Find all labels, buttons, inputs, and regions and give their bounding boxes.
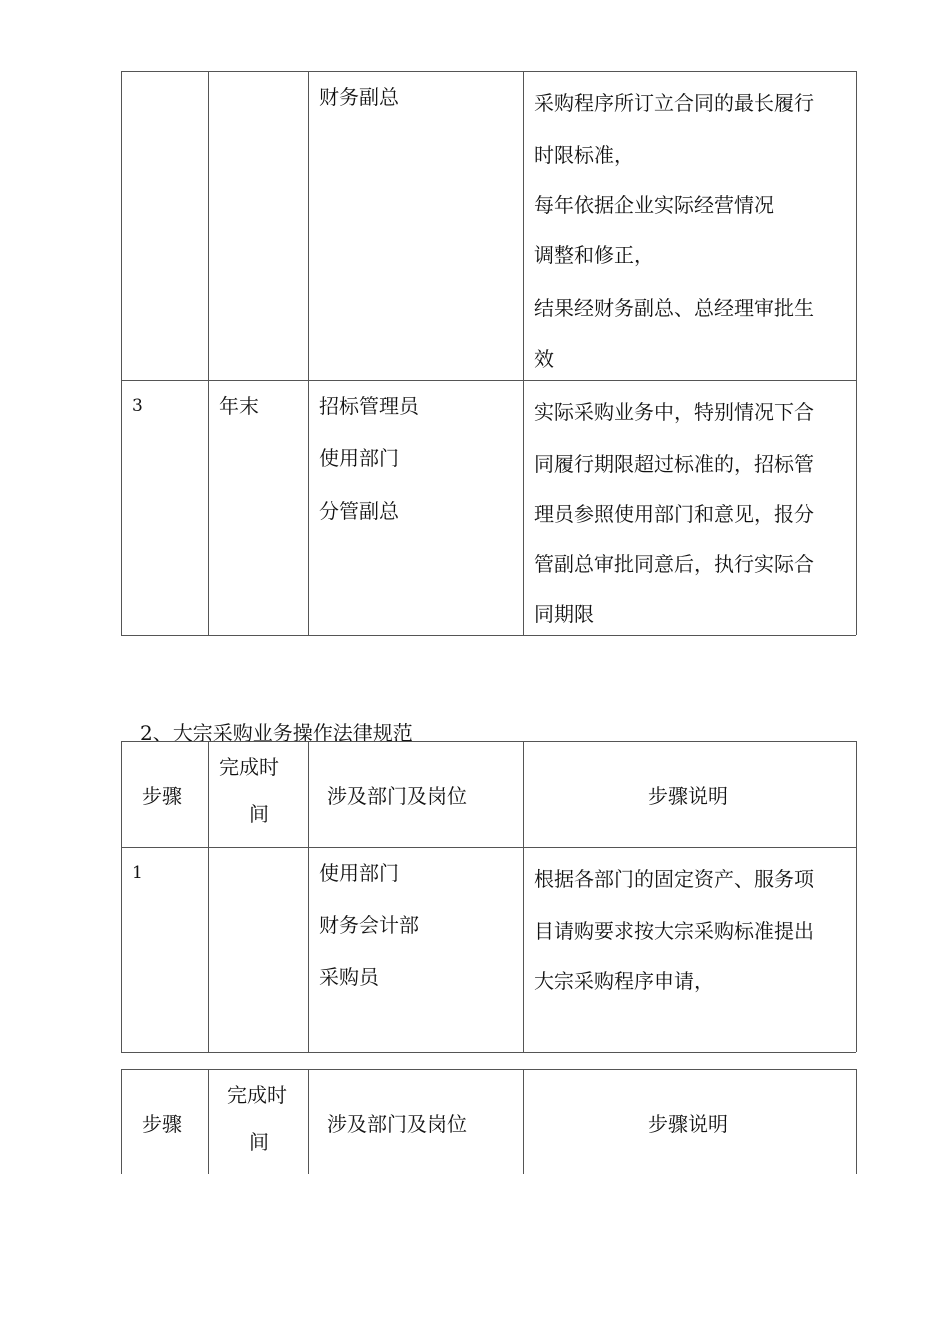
table-row-3	[121, 380, 857, 635]
time-cell	[209, 380, 309, 635]
position-cell	[309, 847, 524, 1052]
position-text: 财务副总	[319, 85, 399, 109]
table-header-row	[121, 1069, 857, 1174]
table-row-1	[121, 847, 857, 1052]
position-text: 分管副总	[319, 499, 399, 523]
description-cell	[524, 71, 857, 380]
description-line: 结果经财务副总、总经理审批生	[534, 296, 814, 320]
position-text: 使用部门	[319, 861, 399, 885]
header-dept	[309, 1069, 524, 1174]
description-line: 时限标准，	[534, 143, 634, 167]
header-step	[122, 741, 209, 847]
position-cell	[309, 380, 524, 635]
description-line: 根据各部门的固定资产、服务项	[534, 867, 814, 891]
header-time	[209, 741, 309, 847]
table-border-bottom	[121, 1052, 856, 1053]
description-line: 每年依据企业实际经营情况	[534, 193, 774, 217]
header-step-text: 步骤	[142, 784, 182, 808]
description-line: 调整和修正，	[534, 243, 654, 267]
header-time-text: 完成时	[227, 1083, 287, 1107]
table-border-bottom	[121, 635, 856, 636]
header-time-text: 完成时	[219, 755, 279, 779]
description-line: 效	[534, 347, 554, 371]
description-line: 同履行期限超过标准的，招标管	[534, 452, 814, 476]
header-desc	[524, 741, 857, 847]
position-text: 采购员	[319, 965, 379, 989]
time-cell	[209, 847, 309, 1052]
description-line: 实际采购业务中，特别情况下合	[534, 400, 814, 424]
description-line: 采购程序所订立合同的最长履行	[534, 91, 814, 115]
header-step	[122, 1069, 209, 1174]
position-cell	[309, 71, 524, 380]
header-time-text: 间	[249, 802, 269, 826]
step-cell	[122, 71, 209, 380]
header-desc-text: 步骤说明	[648, 1112, 728, 1136]
table-row-continued	[121, 71, 857, 380]
section-heading: 2、大宗采购业务操作法律规范	[140, 721, 413, 745]
header-step-text: 步骤	[142, 1112, 182, 1136]
description-cell	[524, 380, 857, 635]
position-text: 使用部门	[319, 446, 399, 470]
header-time-text: 间	[249, 1130, 269, 1154]
header-desc-text: 步骤说明	[648, 784, 728, 808]
time-text: 年末	[219, 394, 259, 418]
description-line: 同期限	[534, 602, 594, 626]
table-header-row	[121, 741, 857, 847]
description-line: 管副总审批同意后，执行实际合	[534, 552, 814, 576]
step-number: 3	[132, 396, 143, 416]
header-dept-text: 涉及部门及岗位	[327, 784, 467, 808]
position-text: 招标管理员	[319, 394, 419, 418]
description-line: 理员参照使用部门和意见，报分	[534, 502, 814, 526]
description-line: 大宗采购程序申请，	[534, 969, 714, 993]
step-cell	[122, 380, 209, 635]
header-dept-text: 涉及部门及岗位	[327, 1112, 467, 1136]
step-number: 1	[132, 863, 143, 883]
header-time	[209, 1069, 309, 1174]
position-text: 财务会计部	[319, 913, 419, 937]
description-line: 目请购要求按大宗采购标准提出	[534, 919, 814, 943]
step-cell	[122, 847, 209, 1052]
description-cell	[524, 847, 857, 1052]
header-dept	[309, 741, 524, 847]
time-cell	[209, 71, 309, 380]
header-desc	[524, 1069, 857, 1174]
